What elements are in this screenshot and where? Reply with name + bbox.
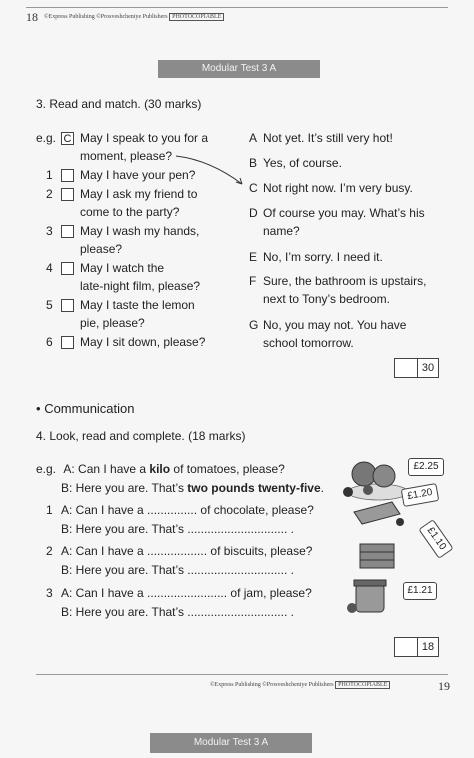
answer-text: Of course you may. What’s his <box>263 206 425 220</box>
dialogue-number: 1 <box>46 503 53 517</box>
question-number: 1 <box>46 168 53 182</box>
question-text: May I speak to you for a <box>80 131 209 145</box>
dialogue-line-b: B: Here you are. That’s .............................. . <box>61 605 294 619</box>
question-number: 5 <box>46 298 53 312</box>
answer-text: school tomorrow. <box>263 336 354 350</box>
question-text: come to the party? <box>80 205 180 219</box>
answer-letter: A <box>249 131 258 145</box>
price-tag-1: £2.25 <box>408 458 444 476</box>
example-b-bold: two pounds twenty-five <box>187 481 321 495</box>
answer-letter: D <box>249 206 258 220</box>
answer-letter: C <box>249 181 258 195</box>
question-text: late-night film, please? <box>80 279 201 293</box>
answer-text: Sure, the bathroom is upstairs, <box>263 274 427 288</box>
bottom-test-banner: Modular Test 3 A <box>150 733 312 753</box>
price-tag-3: £1.10 <box>418 519 453 559</box>
dialogue-line-b: B: Here you are. That’s .............................. . <box>61 522 294 536</box>
section4-score-box <box>394 637 439 657</box>
photocopiable-badge: PHOTOCOPIABLE <box>169 13 224 21</box>
communication-title <box>36 401 135 416</box>
question-number: 4 <box>46 261 53 275</box>
answer-box[interactable] <box>61 299 74 312</box>
dialogue-number: 2 <box>46 544 53 558</box>
score-value: 18 <box>421 641 435 653</box>
dialogue-line-b: B: Here you are. That’s .............................. . <box>61 563 294 577</box>
publisher-line-top <box>44 14 224 20</box>
dialogue-number: 3 <box>46 586 53 600</box>
example-line-b <box>61 479 324 497</box>
score-blank <box>395 359 418 377</box>
page-number-bottom: 19 <box>438 679 450 693</box>
answer-text: name? <box>263 224 300 238</box>
answer-box[interactable]: C <box>61 132 74 145</box>
answer-letter: F <box>249 274 257 288</box>
example-a-prefix: A: Can I have a <box>63 462 150 476</box>
answer-letter: E <box>249 250 258 264</box>
answer-letter: G <box>249 318 259 332</box>
publisher-text: ©Express Publishing ©Prosveshcheniye Publishers <box>210 682 334 688</box>
photocopiable-badge: PHOTOCOPIABLE <box>335 681 390 689</box>
example-arrow <box>170 150 250 190</box>
dialogue-line-a: A: Can I have a ............... of chocolate, please? <box>61 503 314 517</box>
test-banner: Modular Test 3 A <box>158 60 320 78</box>
score-blank <box>395 638 418 656</box>
arrow-line <box>176 156 242 184</box>
answer-box[interactable] <box>61 169 74 182</box>
communication-text: Communication <box>44 401 135 416</box>
score-value: 30 <box>421 362 435 374</box>
answer-box[interactable] <box>61 262 74 275</box>
price-tag-2: £1.20 <box>401 483 440 507</box>
question-number: e.g. <box>36 131 57 145</box>
page-number-top: 18 <box>26 10 38 24</box>
section3-heading: 3. Read and match. (30 marks) <box>36 97 202 111</box>
dialogue-line-a: A: Can I have a ........................ of jam, please? <box>61 586 312 600</box>
example-b-prefix: B: Here you are. That’s <box>61 481 188 495</box>
bullet: • <box>36 401 41 416</box>
answer-text: Yes, of course. <box>263 156 342 170</box>
answer-text: Not right now. I’m very busy. <box>263 181 413 195</box>
answer-text: No, I’m sorry. I need it. <box>263 250 383 264</box>
footer-rule <box>36 674 448 675</box>
header-rule <box>26 7 448 8</box>
biscuits-illustration <box>356 538 406 574</box>
question-text: moment, please? <box>80 149 173 163</box>
question-number: 6 <box>46 335 53 349</box>
answer-box[interactable] <box>61 225 74 238</box>
question-number: 2 <box>46 187 53 201</box>
example-num: e.g. <box>36 462 57 476</box>
dialogue-line-a: A: Can I have a .................. of biscuits, please? <box>61 544 313 558</box>
example-b-suffix: . <box>320 481 324 495</box>
answer-text: No, you may not. You have <box>263 318 407 332</box>
section3-score-box <box>394 358 439 378</box>
answer-text: Not yet. It’s still very hot! <box>263 131 393 145</box>
question-text: May I wash my hands, <box>80 224 200 238</box>
question-number: 3 <box>46 224 53 238</box>
chocolate-illustration <box>350 498 410 528</box>
section4-heading: 4. Look, read and complete. (18 marks) <box>36 429 246 443</box>
publisher-text: ©Express Publishing ©Prosveshcheniye Publishers <box>44 14 168 20</box>
jam-illustration <box>344 576 404 616</box>
answer-box[interactable] <box>61 336 74 349</box>
answer-text: next to Tony’s bedroom. <box>263 292 390 306</box>
price-tag-4: £1.21 <box>403 582 437 600</box>
question-text: May I have your pen? <box>80 168 196 182</box>
question-text: May I sit down, please? <box>80 335 206 349</box>
example-a-suffix: of tomatoes, please? <box>170 462 285 476</box>
example-a-bold: kilo <box>149 462 171 476</box>
answer-box[interactable] <box>61 188 74 201</box>
answer-letter: B <box>249 156 258 170</box>
publisher-line-bottom <box>210 682 390 688</box>
question-text: please? <box>80 242 123 256</box>
example-line-a <box>36 460 285 478</box>
question-text: May I ask my friend to <box>80 187 198 201</box>
question-text: May I taste the lemon <box>80 298 195 312</box>
question-text: May I watch the <box>80 261 165 275</box>
question-text: pie, please? <box>80 316 145 330</box>
